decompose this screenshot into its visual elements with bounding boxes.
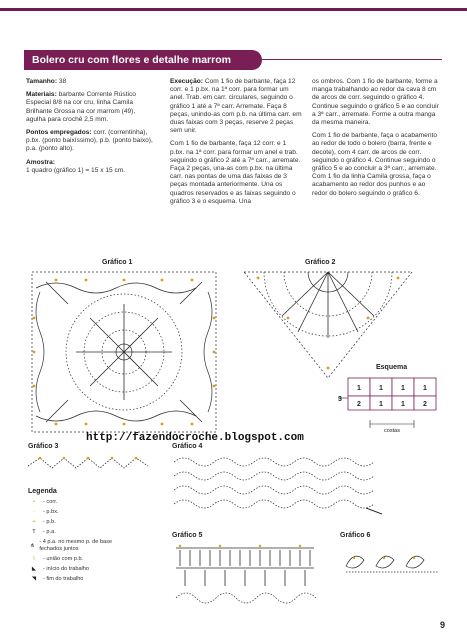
- double-crochet-icon: T: [32, 529, 36, 535]
- chart-3-joining: [26, 452, 152, 476]
- chart-4-title: Gráfico 4: [172, 443, 203, 450]
- finishing-column: [312, 78, 442, 203]
- scheme-cell-r1c4: 1: [423, 385, 427, 392]
- materials-column: [26, 78, 156, 180]
- materials-text: barbante Corrente Rústico Especial 8/8 na cor cru, linha Camila Brilhante Grossa na cor marrom (49), agulha para crochê 2,5 mm.: [26, 91, 136, 123]
- chart-5-title: Gráfico 5: [172, 532, 203, 539]
- start-arrow-icon: ◣: [31, 566, 37, 572]
- end-arrow-icon: ◥: [31, 576, 37, 582]
- legend-item: [28, 529, 118, 536]
- scheme-cell-r1c3: 1: [401, 385, 405, 392]
- scheme-cell-r2c1: 2: [357, 401, 361, 408]
- chart-1-square-motif: [26, 268, 222, 436]
- chart-3-title: Gráfico 3: [28, 443, 59, 450]
- chart-4-chain-arches: [170, 452, 390, 518]
- title-divider: [262, 59, 442, 60]
- legend-text: - união com p.b.: [43, 556, 84, 562]
- legend-text: - p.a.: [43, 529, 56, 535]
- legend-item: [28, 539, 118, 553]
- scheme-back-label: costas: [384, 428, 400, 434]
- scheme-cell-r1c2: 1: [379, 385, 383, 392]
- cluster-icon: ⋔: [29, 542, 35, 549]
- legend-text: - p.bx.: [43, 509, 59, 515]
- legend-text: - corr.: [43, 499, 58, 505]
- legend-text: - p.b.: [43, 519, 56, 525]
- legend-item: [28, 519, 118, 526]
- chart-6-leaves: [342, 542, 442, 582]
- materials-label: Materiais:: [26, 91, 57, 99]
- stitches-text: corr. (correntinha), p.bx. (ponto baixíssimo), p.b. (ponto baixo), p.a. (ponto alto).: [26, 129, 153, 153]
- finishing-text-2: Com 1 fio de barbante, faça o acabamento ao redor de todo o bolero (barra, frente e decote), com 4 carr. de arcos de corr. seguindo o gráfico 4. Continue seguindo o gráfico 5 e ao concluir a 3ª carr., arremate. Com 1 fio da linha Camila grossa, faça o acabamento ao redor dos punhos e ao redor do bolero seguindo o gráfico 6.: [312, 132, 437, 197]
- legend: [28, 488, 118, 586]
- finishing-text-1: os ombros. Com 1 fio de barbante, forme a manga trabalhando ao redor da cava 8 cm de arcos de corr. seguindo o gráfico 4. Continue seguindo o gráfico 5 e ao concluir a 3ª carr., arremate. Forme a outra manga da mesma maneira.: [312, 78, 439, 127]
- page-title: Bolero cru com flores e detalhe marrom: [24, 50, 262, 70]
- scheme-title: Esquema: [376, 364, 408, 371]
- chart-5-border: [170, 542, 320, 612]
- legend-item: [28, 509, 118, 516]
- scheme-cell-r2c2: 1: [379, 401, 383, 408]
- execution-text-2: Com 1 fio de barbante, faça 12 corr. e 1 p.bx. na 1ª corr. para formar um anel e trab. seguindo o gráfico 2 até a 7ª carr., arremate. Faça 2 peças, una-as com p.bx. na última carr. nas pontas de uma das faixas de 3 peças montada anteriormente. Una os quadros reservados e as faixas seguindo o gráfico 3 e o esquema. Una: [170, 140, 301, 205]
- execution-label: Execução:: [170, 78, 203, 85]
- scheme-arrow-number: 3: [338, 396, 342, 403]
- gauge-text: 1 quadro (gráfico 1) = 15 x 15 cm.: [26, 166, 126, 174]
- chain-icon: •: [33, 499, 35, 505]
- legend-text: - início do trabalho: [43, 566, 90, 572]
- chart-1-title: Gráfico 1: [102, 259, 133, 266]
- gauge-label: Amostra:: [26, 158, 55, 166]
- slip-stitch-icon: ·: [33, 509, 35, 515]
- scheme-cell-r1c1: 1: [357, 385, 361, 392]
- size-value: 38: [58, 78, 67, 85]
- scheme-cell-r2c4: 2: [423, 401, 427, 408]
- execution-column: [170, 78, 302, 211]
- size-label: Tamanho:: [26, 78, 58, 85]
- chart-2-triangle-motif: [238, 268, 418, 382]
- stitches-label: Pontos empregados:: [26, 129, 92, 137]
- chart-6-title: Gráfico 6: [340, 532, 371, 539]
- top-rule: [0, 8, 467, 11]
- single-crochet-icon: +: [32, 519, 36, 525]
- scheme-cell-r2c3: 1: [401, 401, 405, 408]
- chart-2-title: Gráfico 2: [305, 259, 336, 266]
- source-url: http://fazendocroche.blogspot.com: [86, 432, 304, 444]
- execution-text: Com 1 fio de barbante, faça 12 corr. e 1 p.bx. na 1ª corr. para formar um anel. Trab. em carr. circulares, seguindo o gráfico 1 até a 7ª carr. Arremate. Faça 8 peças, unindo-as com p.b. na última carr. em duas faixas com 3 peças, reserve 2 peças sem unir.: [170, 78, 302, 135]
- page-number: 9: [439, 620, 445, 630]
- join-icon: ⌇: [32, 556, 36, 562]
- legend-text: - fim do trabalho: [43, 576, 84, 582]
- legend-title: Legenda: [28, 488, 57, 495]
- legend-item: [28, 566, 118, 573]
- legend-item: [28, 556, 118, 563]
- legend-item: [28, 499, 118, 506]
- scheme-diagram: [336, 374, 446, 434]
- legend-text: - 4 p.a. no mesmo p. de base fechados juntos: [39, 539, 113, 552]
- legend-item: [28, 576, 118, 583]
